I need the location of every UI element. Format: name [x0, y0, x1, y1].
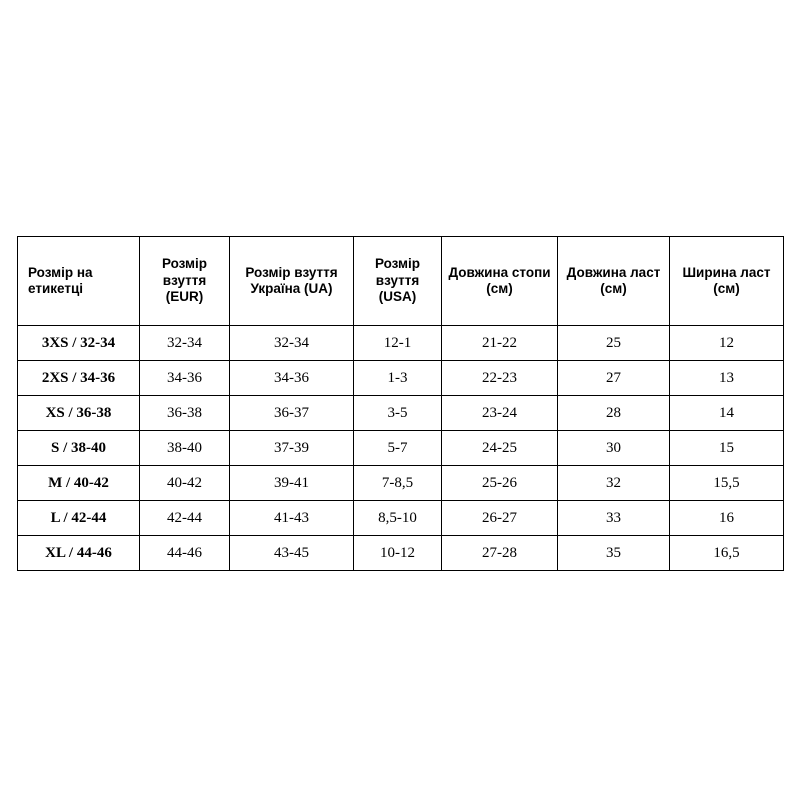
cell-fin-length: 33 [558, 501, 670, 536]
table-row [18, 466, 784, 501]
cell-ua: 37-39 [230, 431, 354, 466]
table-header [18, 237, 784, 326]
cell-ua: 36-37 [230, 396, 354, 431]
cell-foot-length: 27-28 [442, 536, 558, 571]
table-row [18, 361, 784, 396]
cell-usa: 12-1 [354, 326, 442, 361]
table-row [18, 396, 784, 431]
header-cell-fin-width: Ширина ласт (см) [670, 237, 784, 326]
cell-label-size: S / 38-40 [18, 431, 140, 466]
cell-fin-width: 16,5 [670, 536, 784, 571]
cell-fin-width: 15 [670, 431, 784, 466]
table-body [18, 326, 784, 571]
cell-label-size: XL / 44-46 [18, 536, 140, 571]
header-cell-foot-length: Довжина стопи (см) [442, 237, 558, 326]
table-row [18, 326, 784, 361]
cell-eur: 32-34 [140, 326, 230, 361]
cell-ua: 32-34 [230, 326, 354, 361]
cell-usa: 10-12 [354, 536, 442, 571]
cell-label-size: 2XS / 34-36 [18, 361, 140, 396]
cell-eur: 44-46 [140, 536, 230, 571]
cell-label-size: M / 40-42 [18, 466, 140, 501]
table-row [18, 431, 784, 466]
cell-ua: 34-36 [230, 361, 354, 396]
cell-eur: 42-44 [140, 501, 230, 536]
cell-foot-length: 21-22 [442, 326, 558, 361]
size-chart-table [17, 236, 784, 571]
cell-ua: 41-43 [230, 501, 354, 536]
cell-eur: 40-42 [140, 466, 230, 501]
cell-fin-length: 27 [558, 361, 670, 396]
cell-fin-length: 35 [558, 536, 670, 571]
cell-fin-length: 30 [558, 431, 670, 466]
size-chart-container [17, 236, 783, 571]
cell-eur: 34-36 [140, 361, 230, 396]
header-cell-usa: Розмір взуття (USA) [354, 237, 442, 326]
cell-fin-width: 14 [670, 396, 784, 431]
cell-fin-length: 28 [558, 396, 670, 431]
cell-fin-length: 25 [558, 326, 670, 361]
table-row [18, 536, 784, 571]
cell-ua: 43-45 [230, 536, 354, 571]
cell-usa: 1-3 [354, 361, 442, 396]
cell-fin-width: 12 [670, 326, 784, 361]
cell-fin-width: 15,5 [670, 466, 784, 501]
cell-foot-length: 25-26 [442, 466, 558, 501]
cell-label-size: 3XS / 32-34 [18, 326, 140, 361]
cell-fin-length: 32 [558, 466, 670, 501]
cell-foot-length: 23-24 [442, 396, 558, 431]
cell-foot-length: 26-27 [442, 501, 558, 536]
cell-usa: 3-5 [354, 396, 442, 431]
cell-usa: 8,5-10 [354, 501, 442, 536]
cell-label-size: L / 42-44 [18, 501, 140, 536]
cell-usa: 5-7 [354, 431, 442, 466]
cell-foot-length: 24-25 [442, 431, 558, 466]
header-row [18, 237, 784, 326]
header-cell-ua: Розмір взуття Україна (UA) [230, 237, 354, 326]
cell-foot-length: 22-23 [442, 361, 558, 396]
cell-label-size: XS / 36-38 [18, 396, 140, 431]
cell-usa: 7-8,5 [354, 466, 442, 501]
header-cell-eur: Розмір взуття (EUR) [140, 237, 230, 326]
cell-ua: 39-41 [230, 466, 354, 501]
table-row [18, 501, 784, 536]
header-cell-label-size: Розмір на етикетці [18, 237, 140, 326]
cell-fin-width: 16 [670, 501, 784, 536]
header-cell-fin-length: Довжина ласт (см) [558, 237, 670, 326]
cell-eur: 38-40 [140, 431, 230, 466]
cell-eur: 36-38 [140, 396, 230, 431]
cell-fin-width: 13 [670, 361, 784, 396]
